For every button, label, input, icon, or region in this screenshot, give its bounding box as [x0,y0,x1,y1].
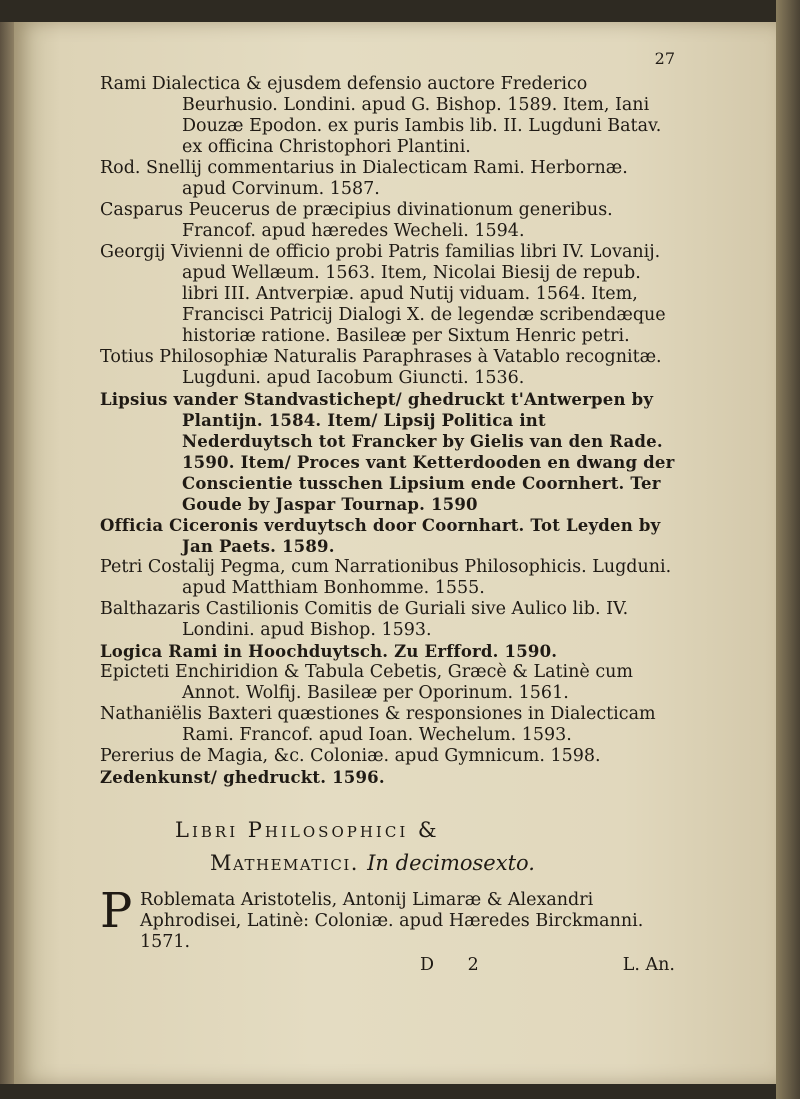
dropcap-entry-text: Roblemata Aristotelis, Antonij Limaræ & Alexandri Aphrodisei, Latinè: Coloniæ. apud Hæredes Birckmanni. 1571. [140,890,644,952]
catalog-entry-blackletter: Logica Rami in Hoochduytsch. Zu Erfford. 1590. [100,642,558,661]
signature-line [100,955,675,977]
section-heading-italic: In decimosexto. [367,851,535,875]
catalog-entry: Petri Costalij Pegma, cum Narrationibus Philosophicis. Lugduni. apud Matthiam Bonhomme. 1555. [100,557,672,598]
catalog-entry-blackletter: Zedenkunst/ ghedruckt. 1596. [100,768,385,787]
catalog-entry: Totius Philosophiæ Naturalis Paraphrases à Vatablo recognitæ. Lugduni. apud Iacobum Giuncti. 1536. [100,347,662,388]
catalog-entry: Epicteti Enchiridion & Tabula Cebetis, Græcè & Latinè cum Annot. Wolfij. Basileæ per Oporinum. 1561. [100,662,633,703]
catalog-entry: Pererius de Magia, &c. Coloniæ. apud Gymnicum. 1598. [100,746,601,766]
catalog-entry-blackletter: Officia Ciceronis verduytsch door Coornhart. Tot Leyden by Jan Paets. 1589. [100,516,661,556]
signature-mark: D 2 [420,955,493,975]
catalog-entry: Georgij Vivienni de officio probi Patris familias libri IV. Lovanij. apud Wellæum. 1563. Item, Nicolai Biesij de repub. libri III. Antverpiæ. apud Nutij viduam. 1564. Item, Francisci Patricij Dialogi X. de legendæ scribendæque historiæ ratione. Basileæ per Sixtum Henric petri. [100,242,666,346]
page-edge [776,0,800,1099]
catalog-entry: Casparus Peucerus de præcipius divinationum generibus. Francof. apud hæredes Wecheli. 1594. [100,200,613,241]
section-heading-line1: Libri Philosophici & [175,818,440,842]
section-heading [100,820,675,841]
catchword: L. An. [622,955,675,975]
section-heading-line2 [100,853,675,874]
catalog-entry-blackletter: Lipsius vander Standvastichept/ ghedruckt t'Antwerpen by Plantijn. 1584. Item/ Lipsij Politica int Nederduytsch tot Francker by Gielis van den Rade. 1590. Item/ Proces vant Ketterdooden en dwang der Conscientie tusschen Lipsium ende Coornhert. Ter Goude by Jaspar Tournap. 1590 [100,390,675,514]
section-heading-caps: Mathematici. [210,851,359,875]
page-text [100,48,675,977]
catalog-entry: Balthazaris Castilionis Comitis de Guriali sive Aulico lib. IV. Londini. apud Bishop. 1593. [100,599,629,640]
page-number: 27 [654,49,675,68]
catalog-entry: Rod. Snellij commentarius in Dialecticam Rami. Herbornæ. apud Corvinum. 1587. [100,158,628,199]
catalog-entry: Rami Dialectica & ejusdem defensio auctore Frederico Beurhusio. Londini. apud G. Bishop. 1589. Item, Iani Douzæ Epodon. ex puris Iambis lib. II. Lugduni Batav. ex officina Christophori Plantini. [100,74,662,157]
drop-cap: P [100,883,133,939]
catalog-entry: Nathaniëlis Baxteri quæstiones & responsiones in Dialecticam Rami. Francof. apud Ioan. Wechelum. 1593. [100,704,656,745]
dropcap-entry [100,883,675,953]
